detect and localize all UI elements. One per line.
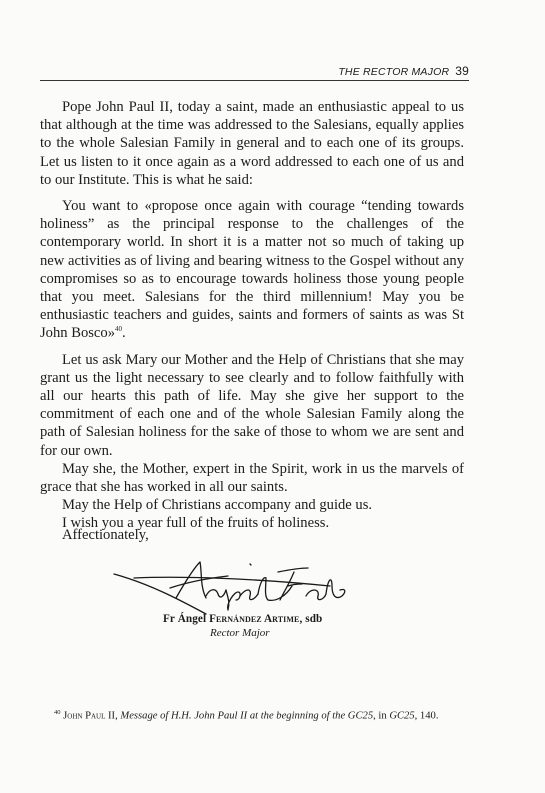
footnote [40, 706, 466, 723]
signatory-role: Rector Major [210, 627, 270, 639]
footnote-reference: 40 [115, 325, 122, 334]
paragraph-1: Pope John Paul II, today a saint, made an enthusiastic appeal to us that although at the time was addressed to the Salesians, equally applies to the whole Salesian Family in general and to each one of its groups. Let us listen to it once again as a word addressed to each one of us and to our Institute. This is what he said: [40, 99, 464, 188]
paragraph-2 [40, 197, 464, 343]
footnote-separator: , [115, 710, 121, 722]
signatory-name [163, 613, 322, 625]
paragraph-4: May she, the Mother, expert in the Spirit, work in us the marvels of grace that she has worked in all our saints. [40, 460, 464, 496]
handwritten-signature [110, 556, 350, 618]
paragraph-5: May the Help of Christians accompany and guide us. [62, 497, 373, 514]
valediction: Affectionately, [62, 527, 149, 543]
header-rule [40, 80, 469, 81]
signatory-suffix: , sdb [299, 613, 323, 625]
signatory-surname: Fernández Artime [209, 613, 300, 625]
letter-body [40, 98, 464, 533]
paragraph-6: I wish you a year full of the fruits of holiness. [62, 515, 330, 532]
page-number: 39 [455, 64, 469, 78]
signatory-first-name: Fr Ángel [163, 613, 210, 625]
footnote-number: 40 [54, 709, 61, 716]
paragraph-2-end: . [122, 325, 126, 342]
footnote-source: GC25 [389, 710, 415, 722]
footnote-pages: , 140. [414, 710, 439, 722]
footnote-separator-2: , in [373, 710, 390, 722]
running-head-title: THE RECTOR MAJOR [338, 66, 450, 78]
running-head [40, 64, 469, 78]
footnote-author: John Paul II [63, 710, 116, 722]
paragraph-3: Let us ask Mary our Mother and the Help of Christians that she may grant us the light necessary to see clearly and to follow faithfully with all our hearts this path of life. May she give her support to the commitment of each one and of the whole Salesian Family along the path of Salesian holiness for the sake of those to whom we are sent and for our own. [40, 351, 464, 459]
footnote-title: Message of H.H. John Paul II at the beginning of the GC25 [120, 710, 374, 722]
paragraph-2-text: You want to «propose once again with courage “tending towards holiness” as the principal response to the challenges of the contemporary world. In short it is a matter not so much of taking up new activities as of living and bearing witness to the Gospel without any compromises so as to encourage towards holiness those young people that you meet. Salesians for the third millennium! May you be enthusiastic teachers and guides, saints and formers of saints as was St John Bosco» [40, 198, 464, 342]
